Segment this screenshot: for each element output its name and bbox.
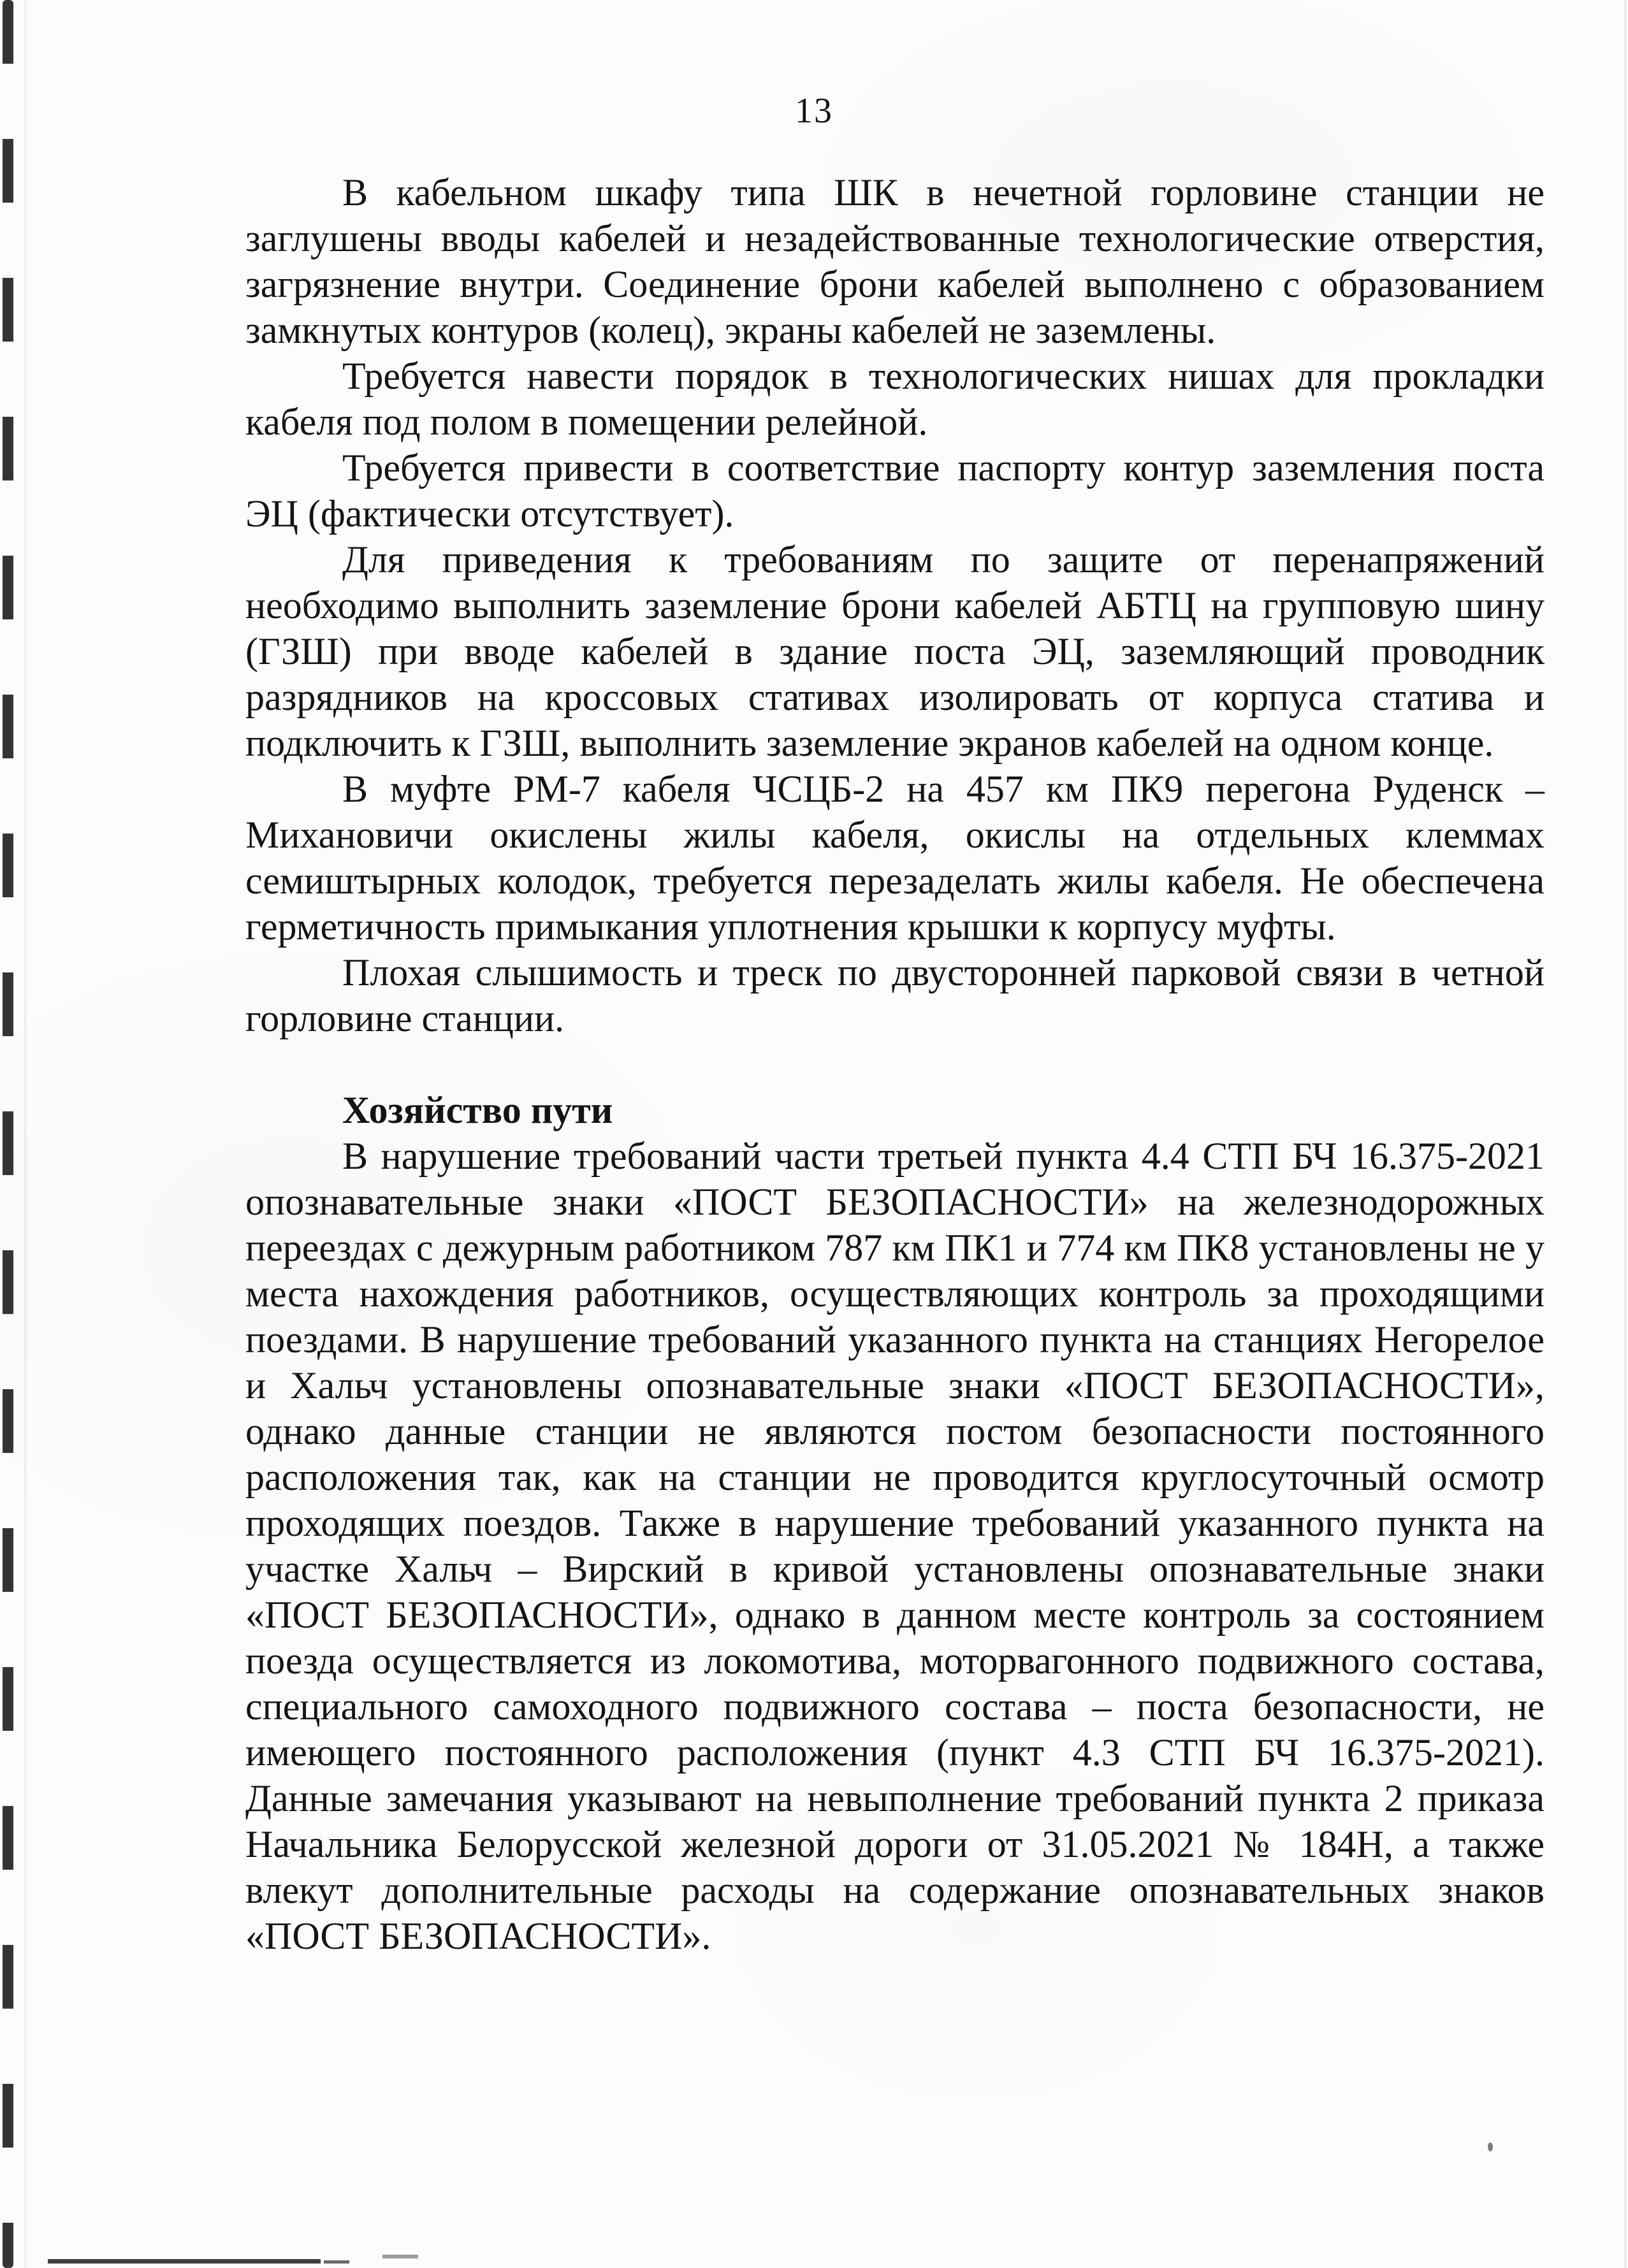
scan-bottom-line-artifact xyxy=(382,2255,418,2258)
paragraph: В кабельном шкафу типа ШК в нечетной горловине станции не заглушены вводы кабелей и незадействованные технологические отверстия, загрязнение внутри. Соединение брони кабелей выполнено с образованием замкнутых контуров (колец), экраны кабелей не заземлены. xyxy=(245,171,1544,351)
scan-edge-faint-line-left xyxy=(24,0,27,2268)
paragraph: Требуется навести порядок в технологических нишах для прокладки кабеля под полом в помещении релейной. xyxy=(245,355,1544,443)
document-body xyxy=(245,170,1544,1959)
scan-edge-artifact-left xyxy=(3,0,13,2268)
scan-edge-faint-line-right xyxy=(1624,0,1627,2268)
paragraph: В муфте РМ-7 кабеля ЧСЦБ-2 на 457 км ПК9 перегона Руденск – Михановичи окислены жилы кабеля, окислы на отдельных клеммах семиштырных колодок, требуется перезаделать жилы кабеля. Не обеспечена герметичность примыкания уплотнения крышки к корпусу муфты. xyxy=(245,768,1544,948)
scan-bottom-line-artifact xyxy=(48,2259,321,2264)
section-heading: Хозяйство пути xyxy=(342,1089,613,1131)
scan-speck-artifact xyxy=(1488,2142,1493,2151)
page-number: 13 xyxy=(795,91,833,131)
scan-bottom-line-artifact xyxy=(324,2260,349,2264)
paragraph: Для приведения к требованиям по защите от перенапряжений необходимо выполнить заземление брони кабелей АБТЦ на групповую шину (ГЗШ) при вводе кабелей в здание поста ЭЦ, заземляющий проводник разрядников на кроссовых стативах изолировать от корпуса статива и подключить к ГЗШ, выполнить заземление экранов кабелей на одном конце. xyxy=(245,538,1544,764)
paragraph: Требуется привести в соответствие паспорту контур заземления поста ЭЦ (фактически отсутствует). xyxy=(245,447,1544,535)
paragraph: Плохая слышимость и треск по двусторонней парковой связи в четной горловине станции. xyxy=(245,951,1544,1039)
paragraph: В нарушение требований части третьей пункта 4.4 СТП БЧ 16.375-2021 опознавательные знаки «ПОСТ БЕЗОПАСНОСТИ» на железнодорожных переездах с дежурным работником 787 км ПК1 и 774 км ПК8 установлены не у места нахождения работников, осуществляющих контроль за проходящими поездами. В нарушение требований указанного пункта на станциях Негорелое и Хальч установлены опознавательные знаки «ПОСТ БЕЗОПАСНОСТИ», однако данные станции не являются постом безопасности постоянного расположения так, как на станции не проводится круглосуточный осмотр проходящих поездов. Также в нарушение требований указанного пункта на участке Хальч – Вирский в кривой установлены опознавательные знаки «ПОСТ БЕЗОПАСНОСТИ», однако в данном месте контроль за состоянием поезда осуществляется из локомотива, моторвагонного подвижного состава, специального самоходного подвижного состава – поста безопасности, не имеющего постоянного расположения (пункт 4.3 СТП БЧ 16.375-2021). Данные замечания указывают на невыполнение требований пункта 2 приказа Начальника Белорусской железной дороги от 31.05.2021 № 184Н, а также влекут дополнительные расходы на содержание опознавательных знаков «ПОСТ БЕЗОПАСНОСТИ». xyxy=(245,1135,1544,1957)
